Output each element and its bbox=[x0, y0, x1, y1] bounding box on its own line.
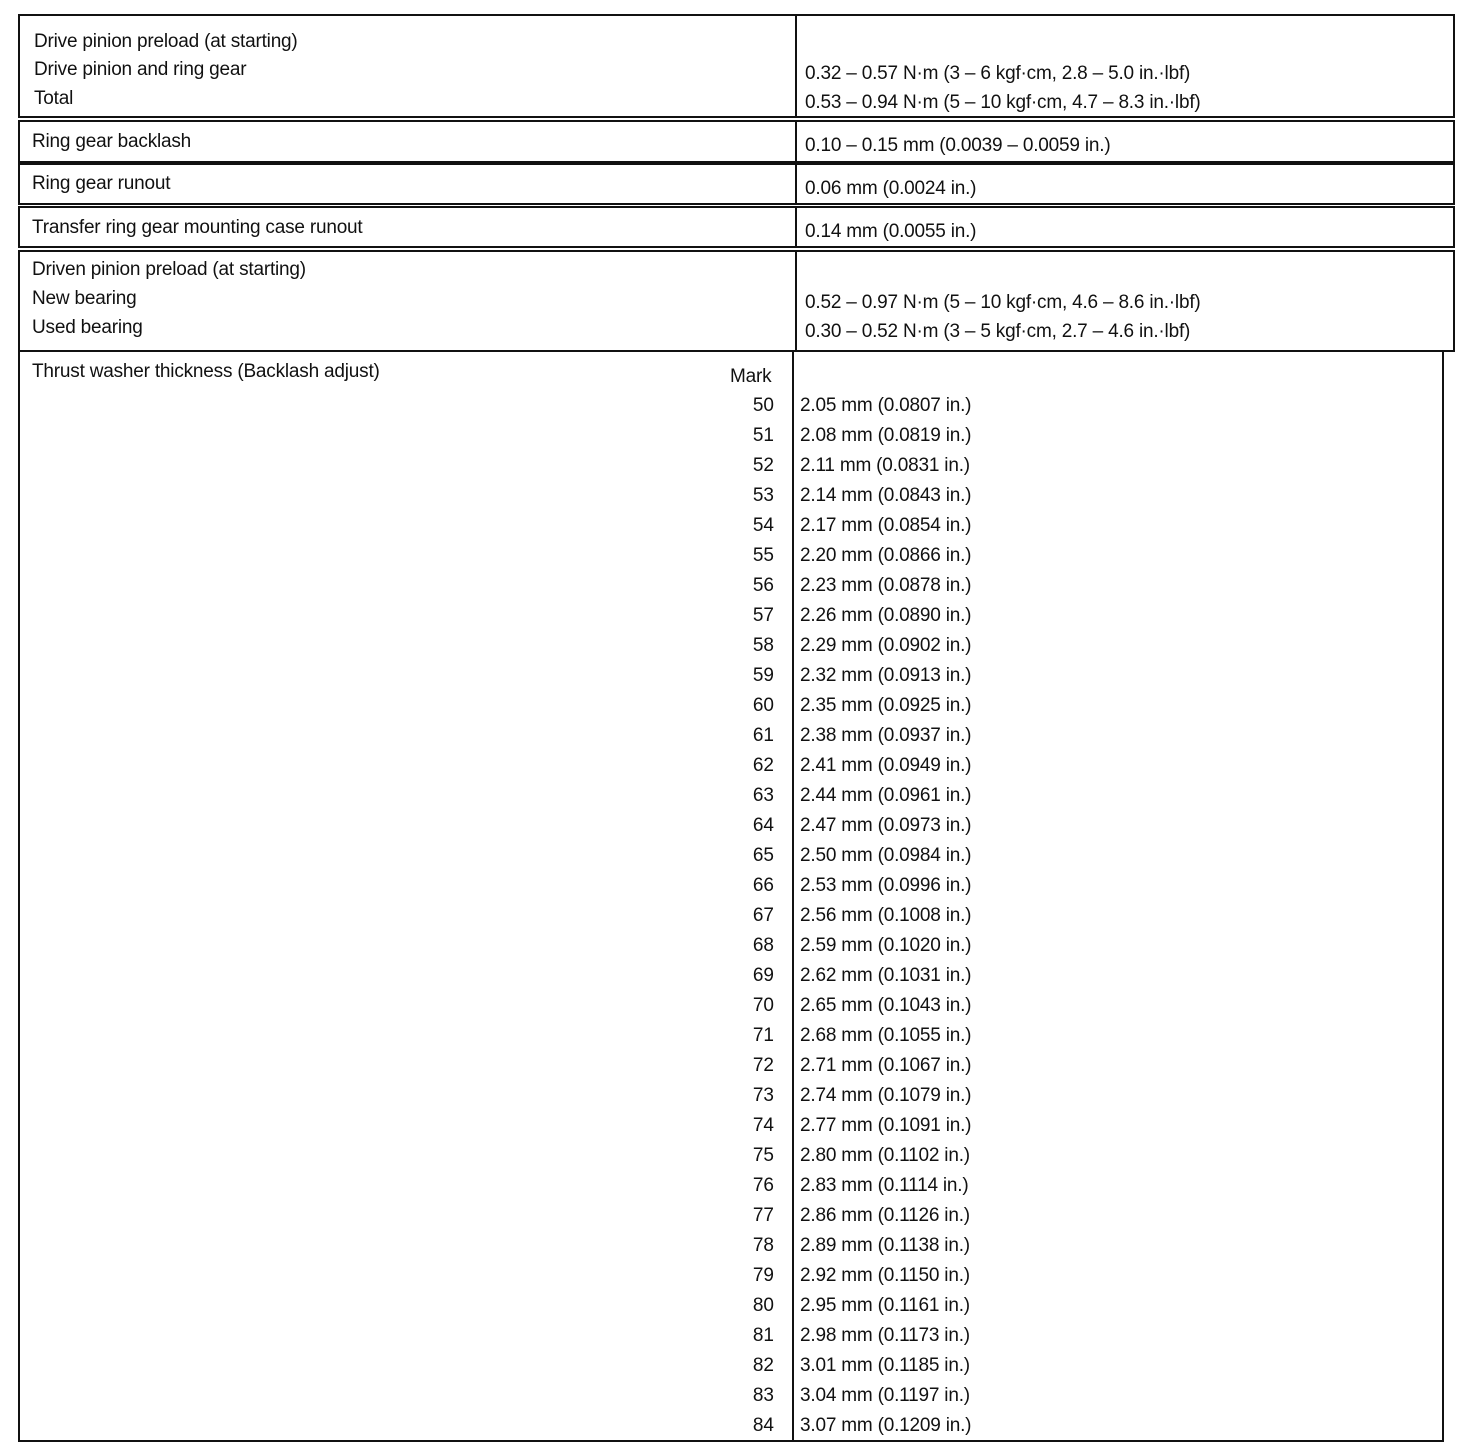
mark-number: 81 bbox=[752, 1325, 774, 1346]
thickness-value: 3.01 mm (0.1185 in.) bbox=[800, 1355, 970, 1376]
driven-pinion-used-bearing-value: 0.30 – 0.52 N·m (3 – 5 kgf·cm, 2.7 – 4.6 in.·lbf) bbox=[805, 321, 1191, 342]
drive-pinion-total-value: 0.53 – 0.94 N·m (5 – 10 kgf·cm, 4.7 – 8.3 in.·lbf) bbox=[805, 92, 1201, 113]
thickness-value: 2.89 mm (0.1138 in.) bbox=[800, 1235, 970, 1256]
driven-pinion-heading: Driven pinion preload (at starting) bbox=[32, 259, 306, 280]
mark-number: 54 bbox=[752, 515, 774, 536]
thickness-value: 2.11 mm (0.0831 in.) bbox=[800, 455, 970, 476]
ring-gear-backlash-label: Ring gear backlash bbox=[32, 131, 192, 152]
drive-pinion-heading: Drive pinion preload (at starting) bbox=[34, 31, 298, 52]
transfer-runout-label: Transfer ring gear mounting case runout bbox=[32, 217, 363, 238]
mark-number: 83 bbox=[752, 1385, 774, 1406]
thickness-value: 2.83 mm (0.1114 in.) bbox=[800, 1175, 969, 1196]
thickness-value: 2.14 mm (0.0843 in.) bbox=[800, 485, 972, 506]
thickness-value: 2.92 mm (0.1150 in.) bbox=[800, 1265, 970, 1286]
thickness-value: 2.53 mm (0.0996 in.) bbox=[800, 875, 972, 896]
thickness-value: 2.95 mm (0.1161 in.) bbox=[800, 1295, 970, 1316]
mark-number: 82 bbox=[752, 1355, 774, 1376]
mark-number: 71 bbox=[752, 1025, 774, 1046]
driven-pinion-new-bearing-value: 0.52 – 0.97 N·m (5 – 10 kgf·cm, 4.6 – 8.6 in.·lbf) bbox=[805, 292, 1201, 313]
ring-gear-runout-value: 0.06 mm (0.0024 in.) bbox=[805, 178, 977, 199]
thickness-value: 2.59 mm (0.1020 in.) bbox=[800, 935, 972, 956]
thickness-value: 2.50 mm (0.0984 in.) bbox=[800, 845, 972, 866]
thickness-value: 2.35 mm (0.0925 in.) bbox=[800, 695, 972, 716]
thickness-value: 2.38 mm (0.0937 in.) bbox=[800, 725, 972, 746]
mark-number: 73 bbox=[752, 1085, 774, 1106]
thickness-value: 2.80 mm (0.1102 in.) bbox=[800, 1145, 970, 1166]
mark-number: 55 bbox=[752, 545, 774, 566]
drive-pinion-total-label: Total bbox=[34, 88, 74, 109]
thickness-value: 2.32 mm (0.0913 in.) bbox=[800, 665, 972, 686]
driven-pinion-used-bearing-label: Used bearing bbox=[32, 317, 143, 338]
mark-number: 56 bbox=[752, 575, 774, 596]
thickness-value: 3.04 mm (0.1197 in.) bbox=[800, 1385, 970, 1406]
mark-number: 60 bbox=[752, 695, 774, 716]
thickness-value: 3.07 mm (0.1209 in.) bbox=[800, 1415, 972, 1436]
mark-number: 65 bbox=[752, 845, 774, 866]
mark-number: 78 bbox=[752, 1235, 774, 1256]
mark-number: 69 bbox=[752, 965, 774, 986]
mark-number: 74 bbox=[752, 1115, 774, 1136]
mark-number: 64 bbox=[752, 815, 774, 836]
thickness-value: 2.71 mm (0.1067 in.) bbox=[800, 1055, 972, 1076]
drive-pinion-ring-gear-label: Drive pinion and ring gear bbox=[34, 59, 247, 80]
mark-number: 51 bbox=[752, 425, 774, 446]
mark-number: 57 bbox=[752, 605, 774, 626]
thickness-value: 2.20 mm (0.0866 in.) bbox=[800, 545, 972, 566]
mark-number: 59 bbox=[752, 665, 774, 686]
mark-number: 84 bbox=[752, 1415, 774, 1436]
mark-number: 52 bbox=[752, 455, 774, 476]
thickness-value: 2.74 mm (0.1079 in.) bbox=[800, 1085, 972, 1106]
ring-gear-runout-label: Ring gear runout bbox=[32, 173, 171, 194]
thickness-value: 2.23 mm (0.0878 in.) bbox=[800, 575, 972, 596]
mark-number: 67 bbox=[752, 905, 774, 926]
mark-number: 53 bbox=[752, 485, 774, 506]
mark-number: 80 bbox=[752, 1295, 774, 1316]
mark-number: 66 bbox=[752, 875, 774, 896]
mark-number: 58 bbox=[752, 635, 774, 656]
thrust-washer-label: Thrust washer thickness (Backlash adjust) bbox=[32, 361, 380, 382]
thickness-value: 2.05 mm (0.0807 in.) bbox=[800, 395, 972, 416]
thickness-value: 2.26 mm (0.0890 in.) bbox=[800, 605, 972, 626]
mark-number: 68 bbox=[752, 935, 774, 956]
mark-number: 50 bbox=[752, 395, 774, 416]
thickness-value: 2.17 mm (0.0854 in.) bbox=[800, 515, 972, 536]
thickness-value: 2.44 mm (0.0961 in.) bbox=[800, 785, 972, 806]
thickness-value: 2.56 mm (0.1008 in.) bbox=[800, 905, 972, 926]
mark-number: 76 bbox=[752, 1175, 774, 1196]
mark-number: 70 bbox=[752, 995, 774, 1016]
mark-number: 75 bbox=[752, 1145, 774, 1166]
mark-number: 61 bbox=[752, 725, 774, 746]
thickness-value: 2.86 mm (0.1126 in.) bbox=[800, 1205, 970, 1226]
mark-number: 63 bbox=[752, 785, 774, 806]
thickness-value: 2.08 mm (0.0819 in.) bbox=[800, 425, 972, 446]
mark-number: 79 bbox=[752, 1265, 774, 1286]
thickness-value: 2.62 mm (0.1031 in.) bbox=[800, 965, 972, 986]
drive-pinion-ring-gear-value: 0.32 – 0.57 N·m (3 – 6 kgf·cm, 2.8 – 5.0 in.·lbf) bbox=[805, 63, 1191, 84]
thrust-washer-label-cell bbox=[18, 350, 794, 1442]
mark-column-header: Mark bbox=[730, 366, 772, 387]
transfer-runout-value: 0.14 mm (0.0055 in.) bbox=[805, 221, 977, 242]
thickness-value: 2.47 mm (0.0973 in.) bbox=[800, 815, 972, 836]
mark-number: 77 bbox=[752, 1205, 774, 1226]
mark-number: 62 bbox=[752, 755, 774, 776]
mark-number: 72 bbox=[752, 1055, 774, 1076]
thickness-value: 2.65 mm (0.1043 in.) bbox=[800, 995, 972, 1016]
ring-gear-backlash-value: 0.10 – 0.15 mm (0.0039 – 0.0059 in.) bbox=[805, 135, 1111, 156]
thickness-value: 2.41 mm (0.0949 in.) bbox=[800, 755, 972, 776]
thickness-value: 2.98 mm (0.1173 in.) bbox=[800, 1325, 970, 1346]
thickness-value: 2.77 mm (0.1091 in.) bbox=[800, 1115, 972, 1136]
thickness-value: 2.29 mm (0.0902 in.) bbox=[800, 635, 972, 656]
driven-pinion-new-bearing-label: New bearing bbox=[32, 288, 137, 309]
thickness-value: 2.68 mm (0.1055 in.) bbox=[800, 1025, 972, 1046]
